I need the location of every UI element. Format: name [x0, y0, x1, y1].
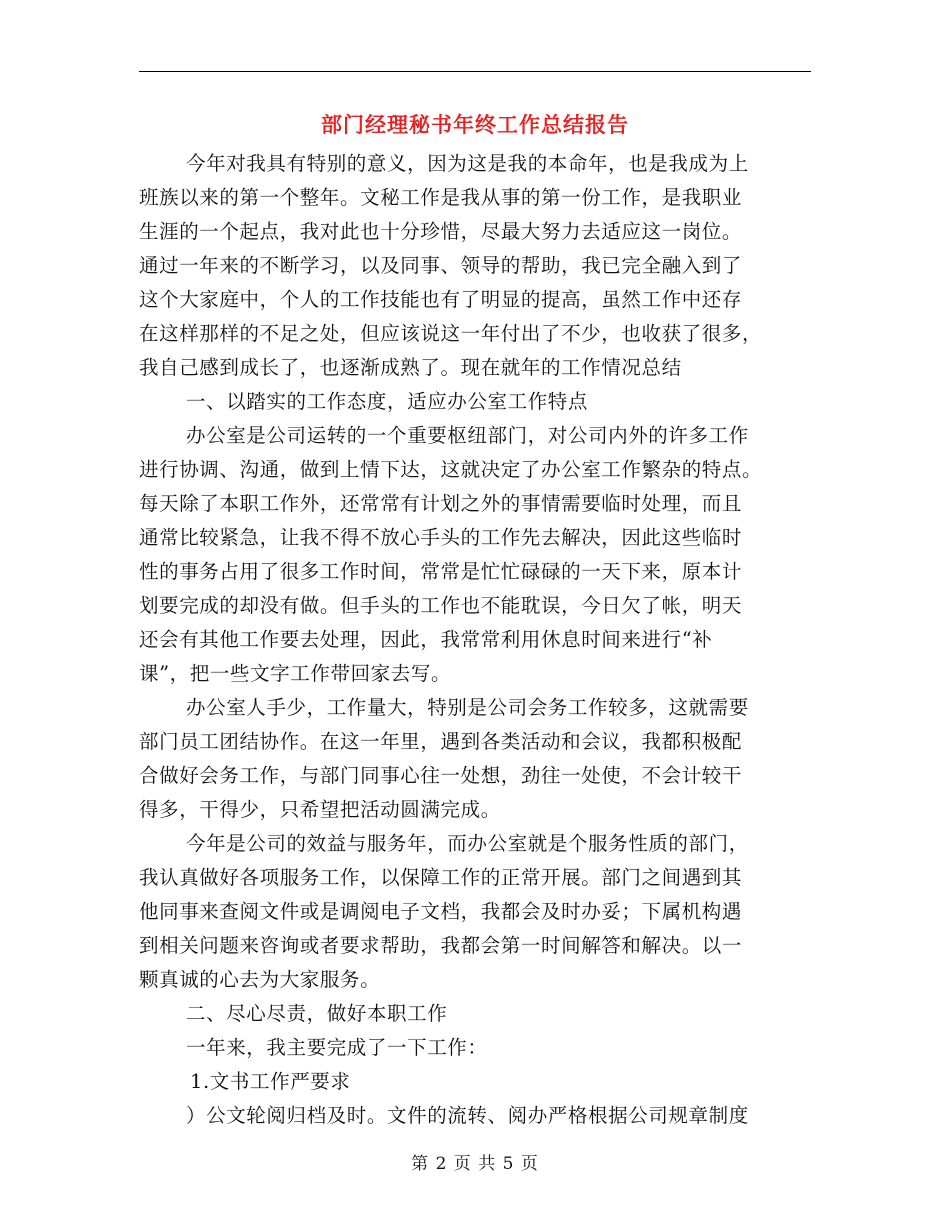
section-heading: 一、以踏实的工作态度，适应办公室工作特点 [186, 390, 589, 413]
body-line: 性的事务占用了很多工作时间，常常是忙忙碌碌的一天下来，原本计 [139, 560, 743, 583]
body-line: 到相关问题来咨询或者要求帮助，我都会第一时间解答和解决。以一 [139, 934, 743, 957]
body-line: 还会有其他工作要去处理，因此，我常常利用休息时间来进行“补 [139, 628, 713, 651]
body-line: 今年对我具有特别的意义，因为这是我的本命年，也是我成为上 [186, 152, 749, 175]
list-item-heading: 1.文书工作严要求 [190, 1070, 351, 1093]
body-line: 划要完成的却没有做。但手头的工作也不能耽误，今日欠了帐，明天 [139, 594, 743, 617]
body-line: 在这样那样的不足之处，但应该说这一年付出了不少，也收获了很多， [139, 322, 763, 345]
body-line: 颗真诚的心去为大家服务。 [139, 968, 381, 991]
document-body [139, 147, 811, 1133]
body-line: 得多，干得少，只希望把活动圆满完成。 [139, 798, 501, 821]
document-title: 部门经理秘书年终工作总结报告 [321, 112, 629, 137]
body-line: 我自己感到成长了，也逐渐成熟了。现在就年的工作情况总结 [139, 356, 682, 379]
body-line: 生涯的一个起点，我对此也十分珍惜，尽最大努力去适应这一岗位。 [139, 220, 743, 243]
body-line: 每天除了本职工作外，还常常有计划之外的事情需要临时处理，而且 [139, 492, 743, 515]
section-heading: 二、尽心尽责，做好本职工作 [186, 1002, 448, 1025]
body-line: 办公室是公司运转的一个重要枢纽部门，对公司内外的许多工作 [186, 424, 749, 447]
body-line: 今年是公司的效益与服务年，而办公室就是个服务性质的部门， [186, 832, 749, 855]
body-line: 通过一年来的不断学习，以及同事、领导的帮助，我已完全融入到了 [139, 254, 743, 277]
page-number: 第 2 页 共 5 页 [411, 1154, 539, 1174]
body-line: 我认真做好各项服务工作，以保障工作的正常开展。部门之间遇到其 [139, 866, 743, 889]
body-line: 这个大家庭中，个人的工作技能也有了明显的提高，虽然工作中还存 [139, 288, 743, 311]
body-line: 合做好会务工作，与部门同事心往一处想，劲往一处使，不会计较干 [139, 764, 743, 787]
body-line: 部门员工团结协作。在这一年里，遇到各类活动和会议，我都积极配 [139, 730, 743, 753]
body-line: ）公文轮阅归档及时。文件的流转、阅办严格根据公司规章制度 [186, 1104, 749, 1127]
body-line: 办公室人手少，工作量大，特别是公司会务工作较多，这就需要 [186, 696, 749, 719]
body-line: 课”，把一些文字工作带回家去写。 [139, 662, 452, 685]
body-line: 进行协调、沟通，做到上情下达，这就决定了办公室工作繁杂的特点。 [139, 458, 763, 481]
header-rule [139, 71, 811, 72]
body-line: 班族以来的第一个整年。文秘工作是我从事的第一份工作，是我职业 [139, 186, 743, 209]
body-line: 他同事来查阅文件或是调阅电子文档，我都会及时办妥；下属机构遇 [139, 900, 743, 923]
body-line: 通常比较紧急，让我不得不放心手头的工作先去解决，因此这些临时 [139, 526, 743, 549]
body-line: 一年来，我主要完成了一下工作： [186, 1036, 488, 1059]
